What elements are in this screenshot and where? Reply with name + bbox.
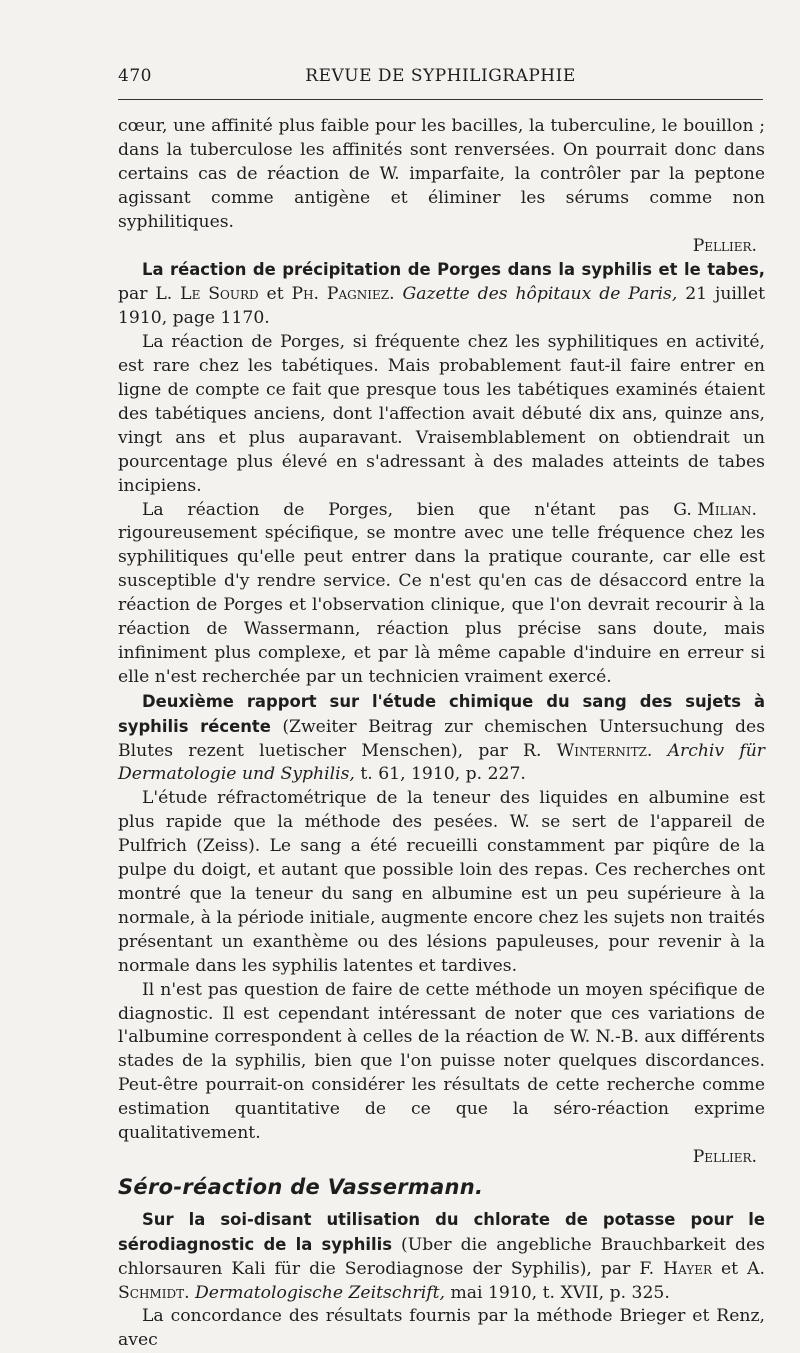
journal-title: REVUE DE SYPHILIGRAPHIE [305,66,576,86]
citation: 21 juillet 1910, page 1170. [118,284,765,329]
paragraph: Il n'est pas question de faire de cette méthode un moyen spécifique de diagnostic. Il est cependant intéressant de noter que ces variations de l'albumine correspondent à celles de la réaction de W. N.-B. aux différents stades de la syphilis, bien que l'on puisse noter quelques discordances. Peut-être pourrait-on considérer les résultats de cette recherche comme estimation quantitative de ce que la séro-réaction exprime qualitativement. [118,979,765,1144]
author: R. Winternitz. [523,740,653,761]
header-rule [118,99,763,100]
author: F. Hayer [639,1258,712,1279]
paragraph: La réaction de Porges, si fréquente chez les syphilitiques en activité, est rare chez les tabétiques. Mais probablement faut-il faire entrer en ligne de compte ce fait que presque tous les tabétiques examinés étaient des tabétiques anciens, dont l'affection avait débuté dix ans, quinze ans, vingt ans et plus auparavant. Vraisemblablement on obtiendrait un pourcentage plus élevé en s'adressant à des malades atteints de tabes incipiens. [118,332,765,496]
article-heading: La réaction de précipitation de Porges dans la syphilis et le tabes, par L. Le Sourd et Ph. Pagniez. Gazette des hôpitaux de Paris, 21 juillet 1910, page 1170. [118,260,765,329]
citation: mai 1910, t. XVII, p. 325. [450,1282,670,1303]
author: L. Le Sourd [155,284,259,305]
paragraph: L'étude réfractométrique de la teneur des liquides en albumine est plus rapide que la méthode des pesées. W. se sert de l'appareil de Pulfrich (Zeiss). Le sang a été recueilli constamment par piqûre de la pulpe du doigt, et autant que possible loin des repas. Ces recherches ont montré que la teneur du sang en albumine est un peu supérieure à la normale, à la période initiale, augmente encore chez les sujets non traités présentant un exanthème ou des lésions papuleuses, pour revenir à la normale dans les syphilis latentes et tardives. [118,788,765,976]
paragraph: G. Milian. La réaction de Porges, bien que n'étant pas rigoureusement spécifique, se montre avec une telle fréquence chez les syphilitiques qu'elle peut entrer dans la pratique courante, car elle est susceptible d'y rendre service. Ce n'est qu'en cas de désaccord entre la réaction de Porges et l'observation clinique, que l'on devrait recourir à la réaction de Wassermann, réaction plus précise sans doute, mais infiniment plus complexe, et par là même capable d'induire en erreur si elle n'est recherchée par un technicien vraiment exercé. [118,499,765,687]
article-title: La réaction de précipitation de Porges dans la syphilis et le tabes, [142,260,765,280]
author: A. Schmidt. [118,1258,766,1303]
article-heading: Deuxième rapport sur l'étude chimique du sang des sujets à syphilis récente (Zweiter Beitrag zur chemischen Untersuchung des Blutes rezent luetischer Menschen), par R. Winternitz. Archiv für Dermatologie und Syphilis, t. 61, 1910, p. 227. [118,691,766,785]
journal-name: Gazette des hôpitaux de Paris, [402,284,678,305]
signature: Pellier. [692,1146,757,1167]
article-heading: Sur la soi-disant utilisation du chlorate de potasse pour le sérodiagnostic de la syphilis (Uber die angebliche Brauchbarkeit des chlorsauren Kali für die Serodiagnose der Syphilis), par F. Hayer et A. Schmidt. Dermatologische Zeitschrift, mai 1910, t. XVII, p. 325. [118,1209,766,1303]
article-title: Deuxième rapport sur l'étude chimique du sang des sujets à syphilis récente [118,691,765,736]
journal-name: Archiv für Dermatologie und Syphilis, [118,740,765,785]
article-title: Sur la soi-disant utilisation du chlorate de potasse pour le sérodiagnostic de la syphilis [118,1209,765,1254]
author: Ph. Pagniez. [291,284,395,305]
journal-name: Dermatologische Zeitschrift, [195,1282,445,1303]
running-header [118,66,763,92]
section-heading: Séro-réaction de Vassermann. [118,1174,484,1199]
article-body [118,115,765,1353]
signature: G. Milian. [673,499,757,520]
page-number: 470 [118,66,152,86]
paragraph: La concordance des résultats fournis par la méthode Brieger et Renz, avec [118,1306,765,1351]
signature: Pellier. [692,235,757,256]
citation: t. 61, 1910, p. 227. [360,764,526,785]
continued-paragraph: cœur, une affinité plus faible pour les bacilles, la tuberculine, le bouillon ; dans la tuberculose les affinités sont renversées. On pourrait donc dans certains cas de réaction de W. imparfaite, la contrôler par la peptone agissant comme antigène et éliminer les sérums comme non syphilitiques. [118,116,765,232]
